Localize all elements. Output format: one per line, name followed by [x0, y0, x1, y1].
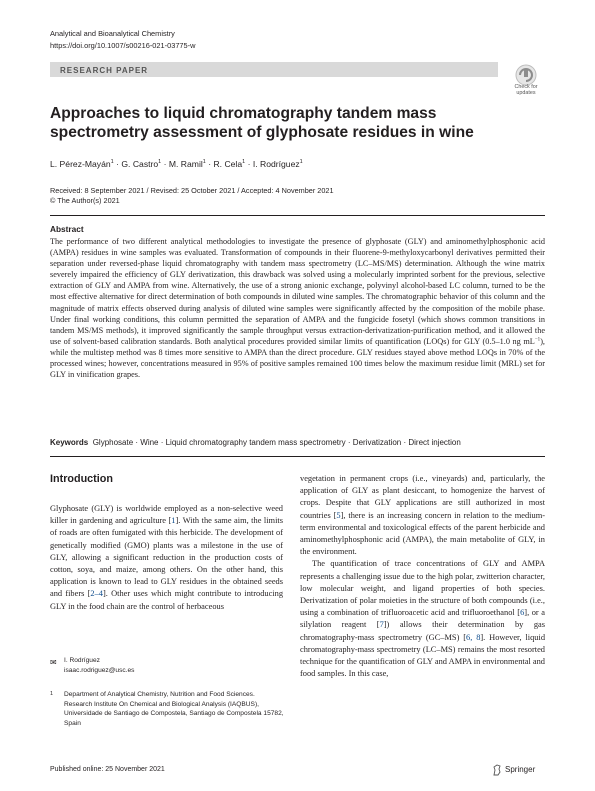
publisher-logo-text: Springer: [505, 765, 536, 774]
author-affiliation-mark: 1: [110, 159, 114, 165]
corresponding-author-email[interactable]: isaac.rodriguez@usc.es: [64, 666, 135, 674]
citation-link[interactable]: 7: [379, 620, 384, 630]
body-text: vegetation in permanent crops (i.e., vineyards) and, particularly, the application of GLY as plant desiccant, to homogenize the harvest of crops. Despite that GLY applications are still authorized in most countries [: [300, 474, 545, 520]
body-text: The quantification of trace concentrations of GLY and AMPA represents a challenging issue due to the high polar, zwitterion character, low molecular weight, and ligand properties of both species. Derivatization of polar moieties in the structure of both compounds (i.e., using a combination of trifluoroacetic acid and trifluoroethanol [: [300, 559, 545, 618]
published-online-date: Published online: 25 November 2021: [50, 766, 165, 773]
abstract-bottom-rule: [50, 456, 545, 457]
citation-link[interactable]: 6, 8: [466, 632, 481, 642]
affiliation-text: Department of Analytical Chemistry, Nutrition and Food Sciences. Research Institute On Chemical and Biological Analysis (IAQBUS), Universidade de Santiago de Compostela, Santiago de Compostela 15782, Spain: [64, 691, 284, 727]
abstract-top-rule: [50, 215, 545, 216]
author-name[interactable]: I. Rodríguez: [252, 158, 300, 169]
check-for-updates-label: Check for updates: [514, 84, 538, 96]
body-text: ]. Other uses which might contribute to introducing GLY in the food chain are the control of herbaceous: [50, 589, 284, 611]
journal-name: Analytical and Bioanalytical Chemistry: [50, 29, 175, 38]
author-name[interactable]: G. Castro: [121, 158, 159, 169]
body-text: ]. With the same aim, the limits of roads are often fumigated with this herbicide. The development of genetically modified (GMO) plants was a milestone in the use of GLY, allowing a significant reduction in the production costs of cotton, soya, and maize, among others. On the other hand, this application is known to lead to GLY residues in the obtained seeds and fibers [: [50, 516, 283, 599]
springer-horse-icon: [492, 764, 502, 776]
paragraph: [50, 503, 283, 613]
keywords-label: Keywords: [50, 438, 89, 447]
author-list: L. Pérez-Mayán$^1$ · G. Castro$^1$ · M. Ramil$^1$ · R. Cela$^1$ · I. Rodríguez$^1$: [50, 158, 303, 169]
author-name[interactable]: M. Ramil: [168, 158, 203, 169]
article-type-label: RESEARCH PAPER: [60, 66, 149, 75]
corresponding-author: [64, 656, 134, 675]
article-title: Approaches to liquid chromatography tandem mass spectrometry assessment of glyphosate residues in wine: [50, 105, 474, 141]
author-affiliation-mark: 1: [202, 159, 206, 165]
envelope-icon: ✉: [50, 658, 57, 667]
affiliation-number: 1: [50, 691, 54, 697]
body-text: ]) allows their determination by gas chromatography-mass spectrometry (GC–MS) [: [300, 620, 546, 642]
abstract-heading: Abstract: [50, 224, 84, 234]
article-dates: Received: 8 September 2021 / Revised: 25 October 2021 / Accepted: 4 November 2021: [50, 186, 334, 195]
copyright-line: © The Author(s) 2021: [50, 196, 120, 205]
corresponding-author-name: I. Rodríguez: [64, 657, 100, 664]
body-text: Glyphosate (GLY) is worldwide employed as a non-selective weed killer in gardening and agriculture [: [50, 504, 283, 526]
citation-link[interactable]: 1: [171, 516, 176, 526]
citation-link[interactable]: 5: [336, 510, 341, 520]
doi-link[interactable]: https://doi.org/10.1007/s00216-021-03775-w: [50, 41, 196, 50]
author-name[interactable]: R. Cela: [213, 158, 243, 169]
keywords-text: Glyphosate · Wine · Liquid chromatography tandem mass spectrometry · Derivatization · Direct injection: [92, 438, 461, 447]
abstract-text: The performance of two different analytical methodologies to investigate the presence of glyphosate (GLY) and aminomethylphosphonic acid (AMPA) residues in wine samples was evaluated. Transformation of compounds in their fluorene-9-methyloxycarbonyl derivatives permitted their separation under reversed-phase liquid chromatography with tandem mass spectrometry (LC–MS/MS) determination. Although the wine matrix severely impaired the efficiency of GLY derivatization, this drawback was solved using a molecularly imprinted sorbent for the previous, selective extraction of GLY and AMPA from wine. Alternatively, the use of a strong anionic exchange, polyvinyl alcohol-based LC column, turned to be the most effective alternative for direct determination of both compounds in diluted wine samples. The chromatographic behavior of this column and the magnitude of matrix effects observed during analysis of diluted wine samples were significantly affected by the composition of the mobile phase. Under final working conditions, this column permitted the separation of AMPA and the fungicide fosetyl (which shows common transitions in tandem MS/MS methods), it improved significantly the sample throughput versus extraction-derivatization-purification method, and it allowed the use of solvent-based calibration standards. Both analytical procedures provided similar limits of quantification (LOQs) for GLY (0.5–1.0 ng $mL^{-1}$), while the multistep method was 8 times more sensitive to AMPA than the direct procedure. GLY residues stayed above method LOQs in 70% of the processed wines; however, concentrations measured in 95% of positive samples remained 100 times below the maximum residue limit (MRL) set for GLY in vinification grapes.: [50, 237, 545, 380]
author-name[interactable]: L. Pérez-Mayán: [50, 158, 111, 169]
citation-link[interactable]: 6: [520, 608, 525, 618]
body-column-left: [50, 503, 283, 613]
body-text: ]. However, liquid chromatography-mass spectrometry (LC–MS) remains the most resorted technique for the quantification of GLY and AMPA in environmental and food samples. In this case,: [300, 632, 546, 679]
paragraph: [300, 473, 545, 558]
body-text: ], there is an increasing concern in relation to the medium-term environmental and toxicological effects of the parent herbicide and aminomethylphosphonic acid (AMPA), the main metabolite of GLY, in the environment.: [300, 510, 545, 557]
keywords-line: [50, 437, 545, 448]
citation-link[interactable]: 2–4: [90, 589, 103, 599]
paragraph: [300, 558, 545, 680]
body-column-right: [300, 473, 545, 680]
author-affiliation-mark: 1: [158, 159, 162, 165]
author-affiliation-mark: 1: [299, 159, 303, 165]
body-text: ], or a silylation reagent [: [300, 608, 545, 630]
section-heading-introduction: Introduction: [50, 473, 113, 485]
author-affiliation-mark: 1: [242, 159, 246, 165]
